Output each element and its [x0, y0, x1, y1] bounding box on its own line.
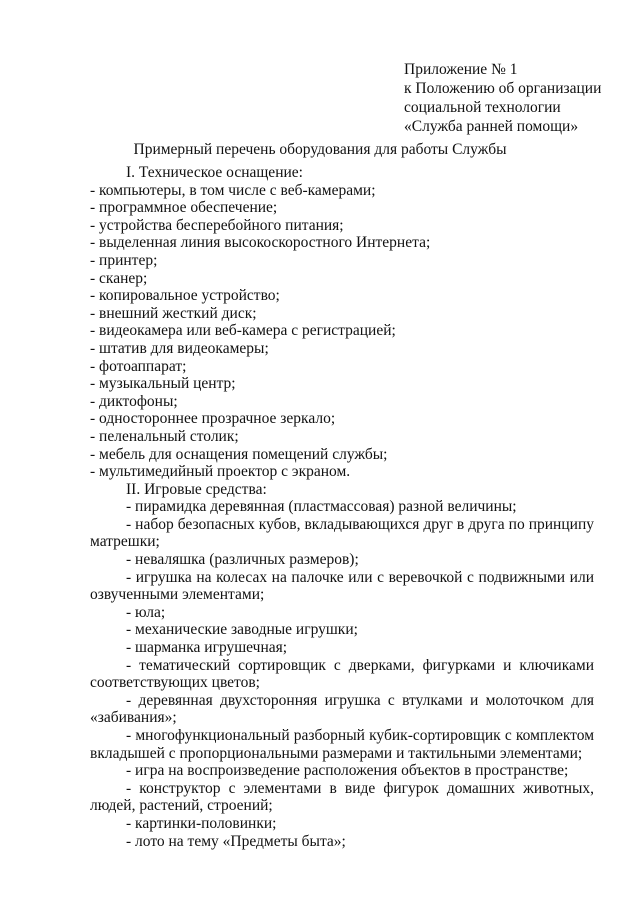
list-item: - выделенная линия высокоскоростного Интернета; — [90, 234, 431, 252]
list-item: - музыкальный центр; — [90, 375, 236, 393]
list-item: - шарманка игрушечная; — [126, 639, 288, 657]
appendix-line: социальной технологии — [404, 99, 561, 116]
list-item: - тематический сортировщик с дверками, фигурками и ключиками соответствующих цветов; — [90, 656, 594, 692]
list-item: - штатив для видеокамеры; — [90, 339, 269, 357]
list-item: - фотоаппарат; — [90, 357, 187, 375]
list-item: - видеокамера или веб-камера с регистрацией; — [90, 322, 396, 340]
list-item: - внешний жесткий диск; — [90, 304, 257, 322]
list-item: - компьютеры, в том числе с веб-камерами; — [90, 181, 376, 199]
appendix-line: Приложение № 1 — [404, 61, 518, 78]
list-item: - пеленальный столик; — [90, 427, 239, 445]
list-item: - сканер; — [90, 269, 148, 287]
list-item: - картинки-половинки; — [126, 814, 277, 832]
section-heading: II. Игровые средства: — [126, 480, 267, 498]
list-item: - неваляшка (различных размеров); — [126, 551, 359, 569]
appendix-line: к Положению об организации — [404, 80, 602, 97]
document-title: Примерный перечень оборудования для работы Службы — [133, 141, 507, 158]
equipment-list — [90, 164, 594, 850]
list-item: - деревянная двухсторонняя игрушка с втулками и молоточком для «забивания»; — [90, 691, 594, 727]
list-item: - одностороннее прозрачное зеркало; — [90, 410, 336, 428]
list-item: - принтер; — [90, 251, 158, 269]
list-item: - игрушка на колесах на палочке или с веревочкой с подвижными или озвученными элементами; — [90, 568, 594, 604]
section-heading: I. Техническое оснащение: — [126, 164, 303, 181]
appendix-line: «Служба ранней помощи» — [404, 118, 579, 135]
list-item: - устройства бесперебойного питания; — [90, 216, 344, 234]
list-item: - лото на тему «Предметы быта»; — [126, 832, 346, 850]
list-item: - юла; — [126, 603, 166, 621]
list-item: - конструктор с элементами в виде фигурок домашних животных, людей, растений, строений; — [90, 779, 594, 815]
list-item: - мультимедийный проектор с экраном. — [90, 463, 351, 481]
list-item: - набор безопасных кубов, вкладывающихся друг в друга по принципу матрешки; — [90, 515, 594, 551]
list-item: - мебель для оснащения помещений службы; — [90, 445, 388, 463]
list-item: - игра на воспроизведение расположения объектов в пространстве; — [126, 762, 569, 780]
list-item: - пирамидка деревянная (пластмассовая) разной величины; — [126, 498, 517, 516]
list-item: - копировальное устройство; — [90, 287, 280, 305]
list-item: - многофункциональный разборный кубик-сортировщик с комплектом вкладышей с пропорциональными размерами и тактильными элементами; — [90, 727, 594, 762]
appendix-header — [404, 60, 601, 136]
list-item: - механические заводные игрушки; — [126, 621, 358, 639]
list-item: - диктофоны; — [90, 392, 178, 410]
list-item: - программное обеспечение; — [90, 199, 278, 217]
